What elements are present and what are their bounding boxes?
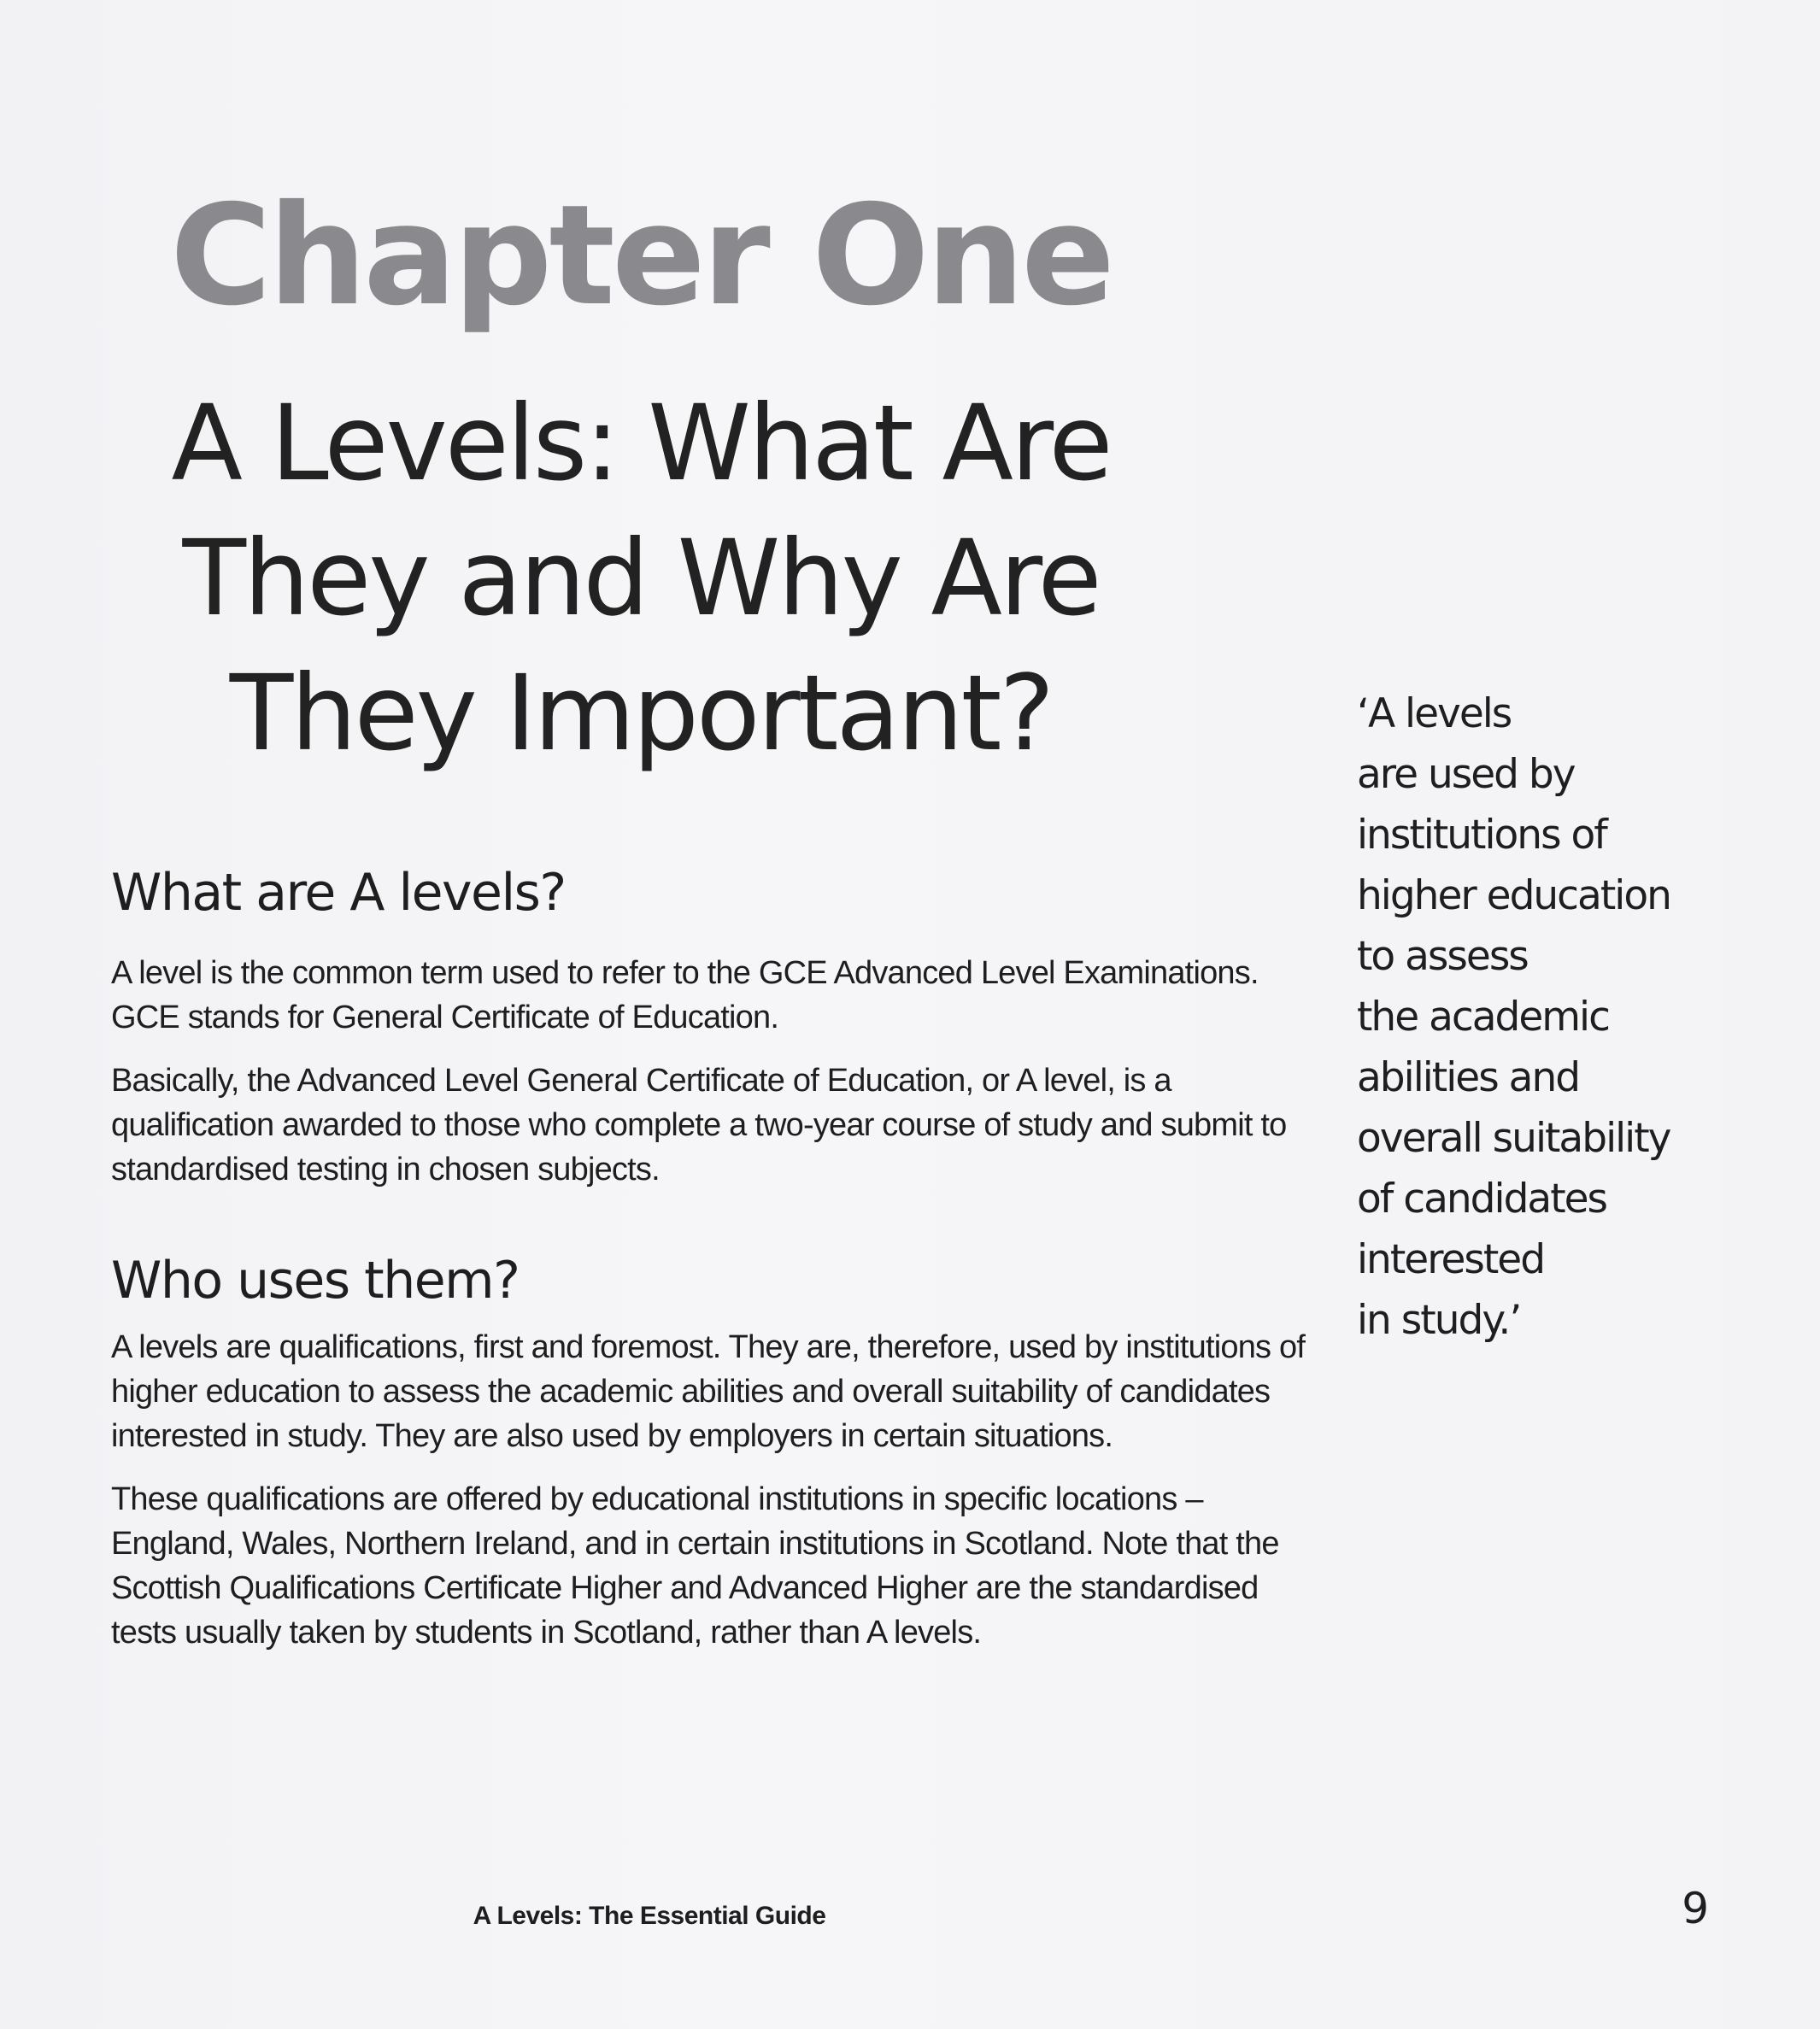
pull-quote-line: institutions of [1357, 812, 1606, 859]
chapter-title-line: A Levels: What Are [171, 383, 1111, 504]
pull-quote-line: to assess [1357, 933, 1528, 980]
pull-quote-line: ‘A levels [1357, 690, 1512, 737]
chapter-title [0, 376, 1282, 781]
pull-quote-line: overall suitability [1357, 1115, 1670, 1162]
chapter-title-line: They Important? [229, 653, 1053, 774]
chapter-title-line: They and Why Are [182, 518, 1100, 639]
page-number: 9 [1682, 1884, 1709, 1933]
pull-quote-line: higher education [1357, 872, 1670, 919]
paragraph: A level is the common term used to refer to the GCE Advanced Level Examinations. GCE stands for General Certificate of Education. [111, 955, 1259, 1035]
chapter-label: Chapter One [169, 176, 1113, 337]
pull-quote [1357, 683, 1716, 1351]
pull-quote-line: the academic [1357, 994, 1609, 1041]
running-footer-title: A Levels: The Essential Guide [473, 1902, 826, 1930]
pull-quote-line: abilities and [1357, 1054, 1580, 1101]
paragraph: These qualifications are offered by educational institutions in specific locations – England, Wales, Northern Ireland, and in certain institutions in Scotland. Note that the Scottish Qualifications Certificate Higher and Advanced Higher are the standardised tests usually taken by students in Scotland, rather than A levels. [111, 1481, 1279, 1651]
main-text [111, 859, 1324, 1655]
section-heading: What are A levels? [111, 863, 566, 923]
section-heading: Who uses them? [111, 1251, 520, 1311]
pull-quote-line: in study.’ [1357, 1297, 1521, 1344]
paragraph: Basically, the Advanced Level General Certificate of Education, or A level, is a qualification awarded to those who complete a two-year course of study and submit to standardised testing in chosen subjects. [111, 1063, 1287, 1187]
pull-quote-line: of candidates [1357, 1176, 1607, 1223]
paragraph: A levels are qualifications, first and foremost. They are, therefore, used by institutions of higher education to assess the academic abilities and overall suitability of candidates interested in study. They are also used by employers in certain situations. [111, 1329, 1306, 1454]
pull-quote-line: are used by [1357, 751, 1575, 798]
pull-quote-line: interested [1357, 1236, 1545, 1283]
